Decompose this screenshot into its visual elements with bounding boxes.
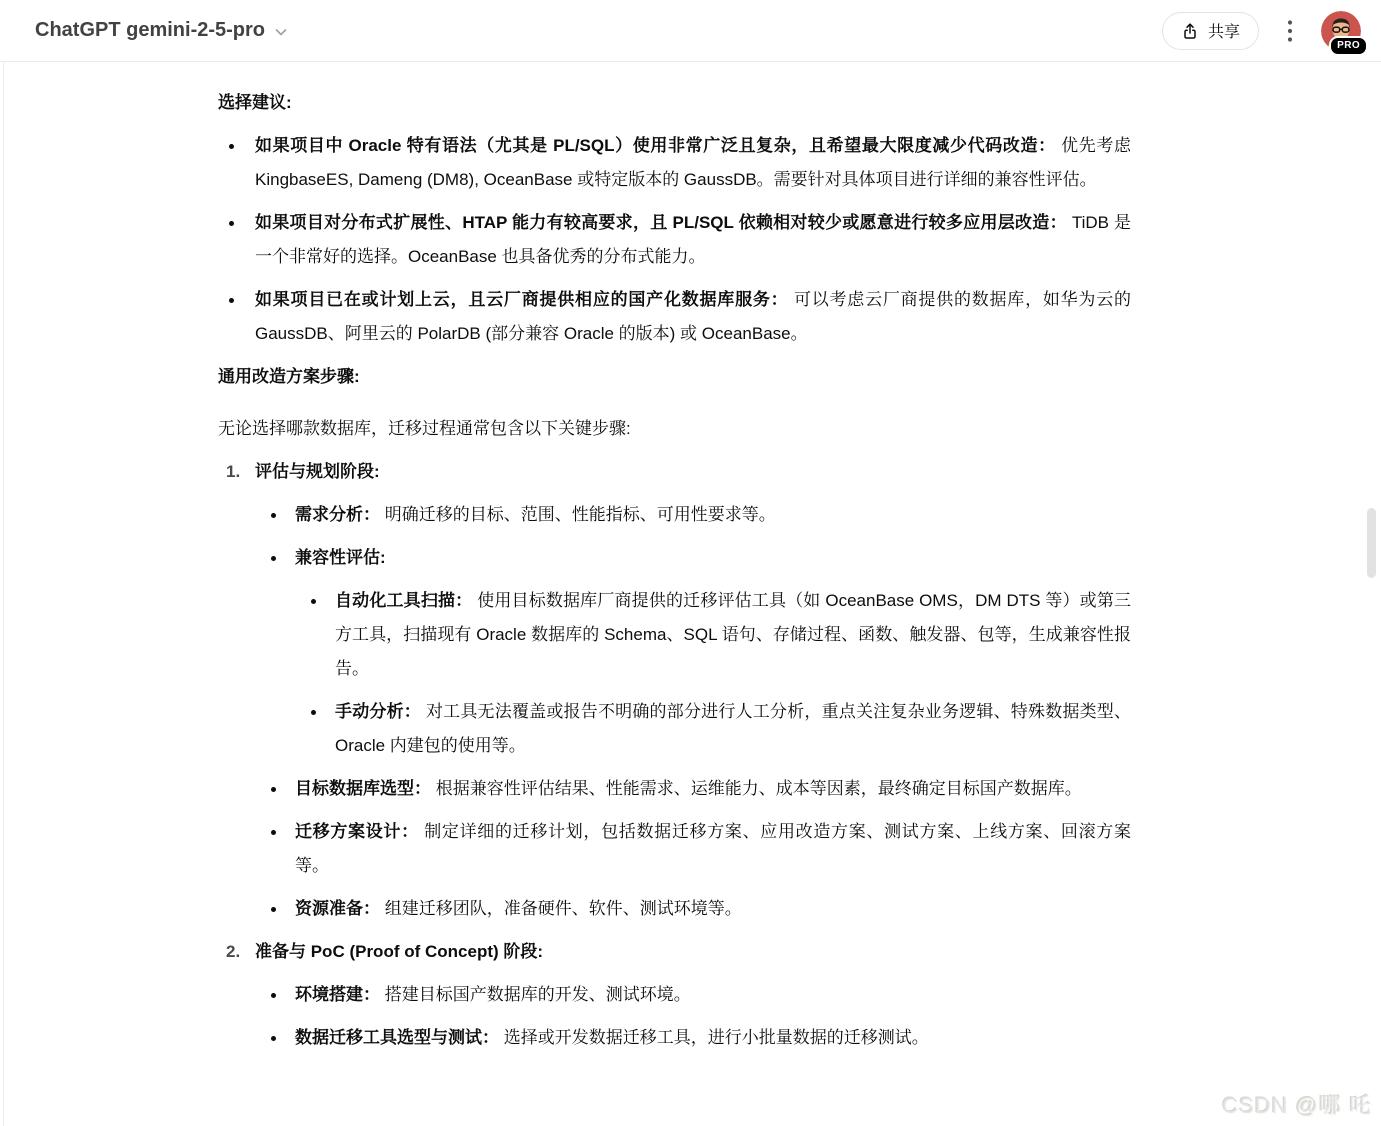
- list-item-label: 如果项目中 Oracle 特有语法（尤其是 PL/SQL）使用非常广泛且复杂，且希望最大限度减少代码改造：: [255, 136, 1056, 155]
- list-item: [295, 695, 1131, 763]
- list-item-label: 环境搭建：: [295, 985, 380, 1004]
- top-bar: [0, 0, 1381, 62]
- scrollbar-thumb[interactable]: [1367, 508, 1376, 578]
- bullet-list: [255, 498, 1131, 926]
- list-item-text: 搭建目标国产数据库的开发、测试环境。: [380, 985, 691, 1004]
- app-title: ChatGPT gemini-2-5-pro: [35, 19, 266, 41]
- list-item-label: 如果项目已在或计划上云，且云厂商提供相应的国产化数据库服务：: [255, 290, 789, 309]
- list-bullet: [271, 993, 276, 998]
- list-number: 2.: [226, 942, 241, 961]
- paragraph: 无论选择哪款数据库，迁移过程通常包含以下关键步骤:: [218, 419, 631, 438]
- list-item-label: 自动化工具扫描：: [335, 591, 473, 610]
- list-bullet: [271, 907, 276, 912]
- avatar[interactable]: [1321, 11, 1361, 51]
- list-item-label: 手动分析：: [335, 702, 422, 721]
- list-item-label: 需求分析：: [295, 505, 380, 524]
- list-item-text: 根据兼容性评估结果、性能需求、运维能力、成本等因素，最终确定目标国产数据库。: [431, 779, 1082, 798]
- list-item-text: 可以考虑云厂商提供的数据库，如华为云的 GaussDB、阿里云的 PolarDB (部分兼容 Oracle 的版本) 或 OceanBase。: [255, 290, 1131, 343]
- list-item-text: 使用目标数据库厂商提供的迁移评估工具（如 OceanBase OMS，DM DTS 等）或第三方工具，扫描现有 Oracle 数据库的 Schema、SQL 语句、存储过程、函数、触发器、包等，生成兼容性报告。: [335, 591, 1131, 678]
- list-item-text: 对工具无法覆盖或报告不明确的部分进行人工分析，重点关注复杂业务逻辑、特殊数据类型、Oracle 内建包的使用等。: [335, 702, 1131, 755]
- list-item-label: 目标数据库选型：: [295, 779, 431, 798]
- more-options-button[interactable]: [1279, 15, 1301, 47]
- pro-badge: PRO: [1329, 36, 1368, 56]
- list-bullet: [271, 556, 276, 561]
- bullet-list: [255, 978, 1131, 1055]
- list-item: [218, 129, 1131, 197]
- list-item-label: 迁移方案设计：: [295, 822, 419, 841]
- list-bullet: [271, 1036, 276, 1041]
- list-item: [295, 584, 1131, 686]
- list-item-text: 制定详细的迁移计划，包括数据迁移方案、应用改造方案、测试方案、上线方案、回滚方案等。: [295, 822, 1131, 875]
- list-bullet: [271, 787, 276, 792]
- list-number: 1.: [226, 462, 241, 481]
- bullet-list: [218, 129, 1131, 351]
- section-heading: 通用改造方案步骤:: [218, 367, 360, 386]
- top-bar-actions: [1162, 11, 1361, 51]
- list-item-text: 优先考虑 KingbaseES, Dameng (DM8), OceanBase 或特定版本的 GaussDB。需要针对具体项目进行详细的兼容性评估。: [255, 136, 1131, 189]
- list-item-text: 明确迁移的目标、范围、性能指标、可用性要求等。: [380, 505, 776, 524]
- list-item-label: 评估与规划阶段:: [255, 462, 380, 481]
- list-item-text: TiDB 是一个非常好的选择。OceanBase 也具备优秀的分布式能力。: [255, 213, 1132, 266]
- bullet-list: [295, 584, 1131, 763]
- list-item: [255, 978, 1131, 1012]
- list-item-label: 准备与 PoC (Proof of Concept) 阶段:: [255, 942, 544, 961]
- list-bullet: [271, 830, 276, 835]
- list-bullet: [311, 599, 316, 604]
- section-heading: 选择建议:: [218, 93, 292, 112]
- list-item-text: 选择或开发数据迁移工具，进行小批量数据的迁移测试。: [499, 1028, 929, 1047]
- list-bullet: [271, 513, 276, 518]
- list-item-label: 资源准备：: [295, 899, 380, 918]
- chevron-down-icon: [274, 22, 288, 39]
- list-item: [255, 498, 1131, 532]
- list-item: [218, 935, 1131, 1055]
- numbered-list: [218, 455, 1131, 1055]
- list-item: [218, 455, 1131, 926]
- share-button[interactable]: [1162, 12, 1259, 50]
- list-item: [255, 541, 1131, 763]
- upload-icon: [1181, 22, 1199, 40]
- list-item-label: 如果项目对分布式扩展性、HTAP 能力有较高要求，且 PL/SQL 依赖相对较少或愿意进行较多应用层改造：: [255, 213, 1067, 232]
- list-item: [255, 1021, 1131, 1055]
- assistant-message: [218, 62, 1131, 1055]
- list-item: [218, 206, 1131, 274]
- watermark: CSDN @哪 吒: [1222, 1093, 1372, 1118]
- list-item: [255, 772, 1131, 806]
- list-bullet: [229, 221, 234, 226]
- list-bullet: [311, 710, 316, 715]
- list-item-label: 数据迁移工具选型与测试：: [295, 1028, 499, 1047]
- list-item: [255, 892, 1131, 926]
- share-button-label: 共享: [1207, 24, 1240, 41]
- list-item: [255, 815, 1131, 883]
- model-selector[interactable]: [35, 19, 288, 42]
- panel-left-border: [3, 0, 4, 1126]
- kebab-menu-icon: [1287, 19, 1293, 43]
- list-item: [218, 283, 1131, 351]
- list-item-text: 组建迁移团队，准备硬件、软件、测试环境等。: [380, 899, 742, 918]
- list-bullet: [229, 298, 234, 303]
- list-bullet: [229, 144, 234, 149]
- list-item-label: 兼容性评估:: [295, 548, 386, 567]
